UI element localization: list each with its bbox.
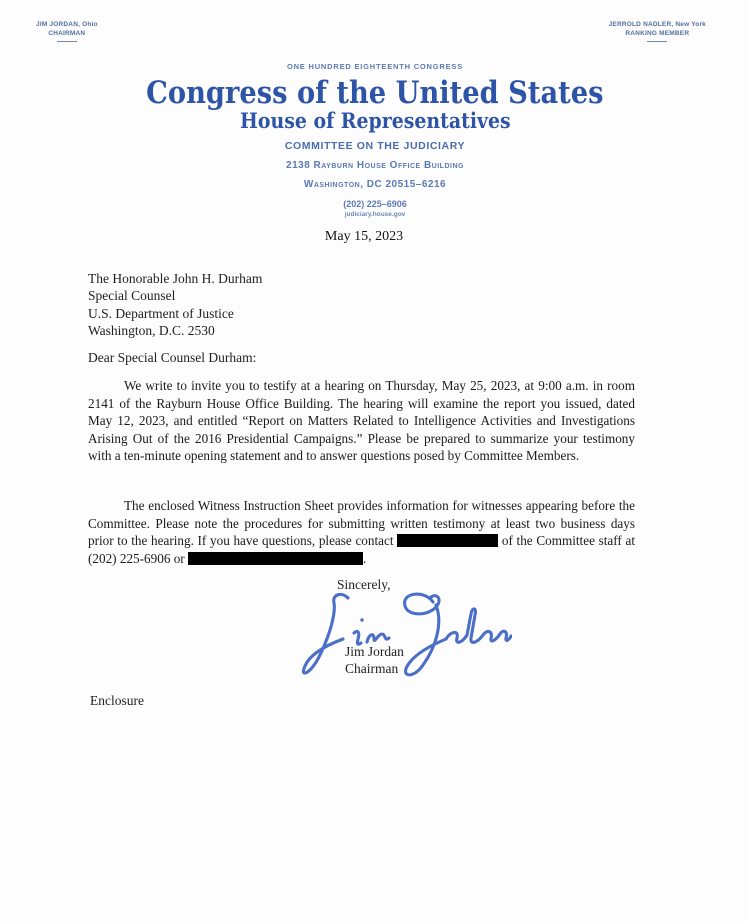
body-paragraph-1: We write to invite you to testify at a hearing on Thursday, May 25, 2023, at 9:00 a.m. in room 2141 of the Rayburn House Office Building. The hearing will examine the report you issued, dated May 12, 2023, and entitled “Report on Matters Related to Intelligence Activities and Investigations Arising Out of the 2016 Presidential Campaigns.” Please be prepared to summarize your testimony with a ten-minute opening statement and to answer questions posed by Committee Members. xyxy=(88,378,635,463)
address-building: 2138 Rayburn House Office Building xyxy=(286,160,464,172)
paragraph2-text-2: of the Committee staff at (202) 225-6906 or xyxy=(88,533,635,566)
chairman-block xyxy=(36,20,98,42)
paragraph2-text-3: . xyxy=(363,550,367,566)
recipient-agency: U.S. Department of Justice xyxy=(88,305,234,321)
congress-session-line: ONE HUNDRED EIGHTEENTH CONGRESS xyxy=(286,62,464,71)
recipient-title: Special Counsel xyxy=(88,288,176,304)
chairman-name: JIM JORDAN, Ohio xyxy=(36,21,98,28)
salutation: Dear Special Counsel Durham: xyxy=(88,350,257,365)
recipient-city: Washington, D.C. 2530 xyxy=(88,323,215,339)
committee-name: COMMITTEE ON THE JUDICIARY xyxy=(284,140,466,153)
recipient-name: The Honorable John H. Durham xyxy=(88,271,263,286)
redaction-bar-2 xyxy=(188,552,363,565)
body-paragraph-2 xyxy=(88,497,635,567)
address-city: Washington, DC 20515–6216 xyxy=(303,179,447,191)
signer-name: Jim Jordan xyxy=(345,644,404,659)
divider-line xyxy=(647,41,667,42)
chairman-title: CHAIRMAN xyxy=(48,30,86,37)
paragraph2-text-1: The enclosed Witness Instruction Sheet provides information for witnesses appearing before the Committee. Please note the procedures for submitting written testimony at least two business days prior to the hearing. If you have questions, please contact xyxy=(88,498,635,548)
enclosure-note: Enclosure xyxy=(90,693,144,708)
redaction-bar-1 xyxy=(397,534,498,547)
signature-block xyxy=(345,643,404,678)
closing-sincerely: Sincerely, xyxy=(337,577,391,592)
ranking-member-title: RANKING MEMBER xyxy=(625,30,690,37)
signer-title: Chairman xyxy=(345,661,399,677)
recipient-address xyxy=(88,270,262,340)
letterhead-title: Congress of the United States xyxy=(146,75,604,111)
letterhead-subtitle: House of Representatives xyxy=(239,108,511,134)
signature-ink xyxy=(297,589,512,689)
divider-line xyxy=(57,41,77,42)
phone-number: (202) 225–6906 xyxy=(343,199,407,210)
letterhead xyxy=(0,62,750,218)
letter-date: May 15, 2023 xyxy=(324,229,404,244)
ranking-member-name: JERROLD NADLER, New York xyxy=(608,21,706,28)
ranking-member-block xyxy=(609,20,706,42)
website-url: judiciary.house.gov xyxy=(344,211,406,219)
